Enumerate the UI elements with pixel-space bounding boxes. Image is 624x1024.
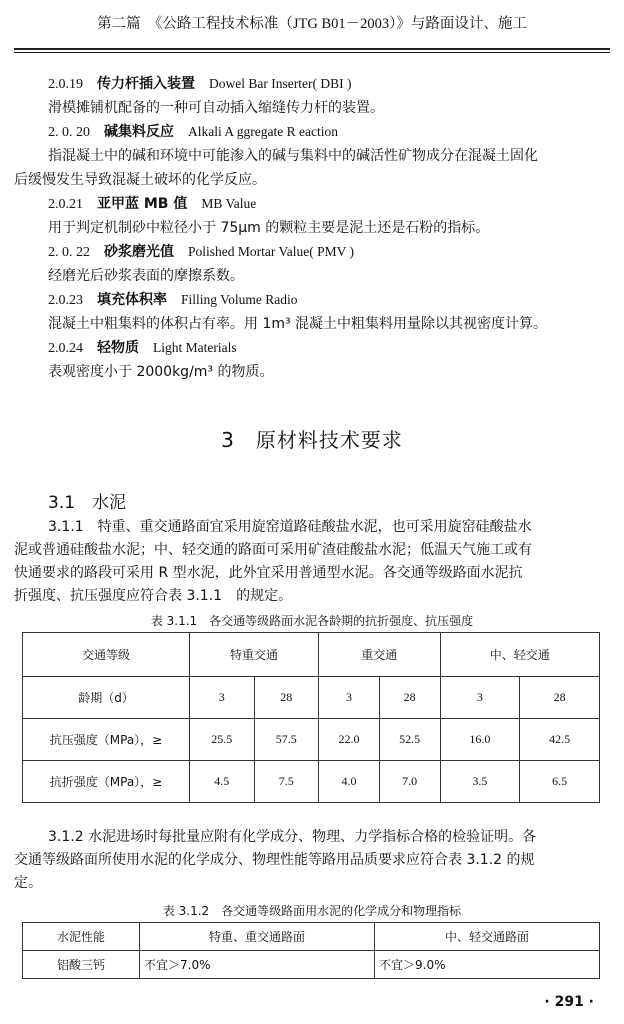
term-number: 2. 0. 20 (48, 125, 90, 140)
row-label: 铝酸三钙 (23, 951, 140, 979)
term-en: Polished Mortar Value( PMV ) (188, 244, 354, 259)
term-heading (48, 123, 338, 142)
term-en: MB Value (201, 196, 257, 211)
table-cell: 42.5 (520, 719, 600, 761)
table-row (23, 719, 600, 761)
term-definition: 用于判定机制砂中粒径小于 75μm 的颗粒主要是泥土还是石粉的指标。 (48, 220, 490, 236)
table-header-cell: 特重交通 (190, 633, 319, 677)
term-en: Dowel Bar Inserter( DBI ) (209, 76, 352, 91)
table-cell: 22.0 (319, 719, 380, 761)
paragraph-line: 快通要求的路段可采用 R 型水泥，此外宜采用普通型水泥。各交通等级路面水泥抗 (14, 565, 523, 581)
header-rule (14, 48, 610, 50)
table-cell: 25.5 (190, 719, 255, 761)
term-definition: 指混凝土中的碱和环境中可能渗入的碱与集料中的碱活性矿物成分在混凝土固化 (48, 148, 538, 164)
term-en: Light Materials (153, 340, 237, 355)
term-heading (48, 243, 354, 262)
cement-strength-table (22, 632, 600, 803)
paragraph-line: 定。 (14, 875, 42, 891)
table-header-cell: 中、轻交通 (440, 633, 599, 677)
table-cell: 28 (254, 677, 319, 719)
table-cell: 57.5 (254, 719, 319, 761)
table-cell: 3 (319, 677, 380, 719)
paragraph-line: 3.1.1 特重、重交通路面宜采用旋窑道路硅酸盐水泥，也可采用旋窑硅酸盐水 (48, 519, 532, 535)
table-caption: 表 3.1.2 各交通等级路面用水泥的化学成分和物理指标 (162, 904, 462, 918)
term-heading (48, 291, 298, 310)
term-zh: 轻物质 (97, 340, 139, 356)
chapter-title: 3 原材料技术要求 (221, 428, 403, 452)
paragraph-line: 泥或普通硅酸盐水泥；中、轻交通的路面可采用矿渣硅酸盐水泥；低温天气施工或有 (14, 542, 532, 558)
term-number: 2. 0. 22 (48, 245, 90, 260)
term-number: 2.0.24 (48, 341, 83, 356)
page-header (0, 0, 624, 44)
table-cell: 6.5 (520, 761, 600, 803)
cement-chemistry-table (22, 922, 600, 979)
section-title: 3.1 水泥 (48, 493, 127, 513)
table-header-row (23, 633, 600, 677)
term-number: 2.0.23 (48, 293, 83, 308)
row-label: 抗压强度（MPa），≥ (23, 719, 190, 761)
term-heading (48, 339, 237, 358)
row-label: 抗折强度（MPa），≥ (23, 761, 190, 803)
term-en: Filling Volume Radio (181, 292, 298, 307)
term-zh: 亚甲蓝 MB 值 (97, 196, 188, 212)
table-cell: 3 (190, 677, 255, 719)
table-cell: 4.0 (319, 761, 380, 803)
term-definition: 经磨光后砂浆表面的摩擦系数。 (48, 268, 244, 284)
table-header-cell: 中、轻交通路面 (375, 923, 600, 951)
table-cell: 不宜＞9.0% (375, 951, 600, 979)
table-row (23, 951, 600, 979)
term-definition: 混凝土中粗集料的体积占有率。用 1m³ 混凝土中粗集料用量除以其视密度计算。 (48, 316, 548, 332)
term-en: Alkali A ggregate R eaction (188, 124, 338, 139)
table-cell: 16.0 (440, 719, 520, 761)
table-row (23, 761, 600, 803)
table-cell: 28 (520, 677, 600, 719)
term-heading (48, 195, 256, 214)
table-header-cell: 特重、重交通路面 (140, 923, 375, 951)
table-header-cell: 重交通 (319, 633, 440, 677)
term-zh: 填充体积率 (97, 292, 167, 308)
table-cell: 52.5 (379, 719, 440, 761)
term-definition-cont: 后缓慢发生导致混凝土破坏的化学反应。 (14, 172, 266, 188)
table-header-cell: 水泥性能 (23, 923, 140, 951)
table-header-row (23, 923, 600, 951)
table-cell: 不宜＞7.0% (140, 951, 375, 979)
table-header-cell: 交通等级 (23, 633, 190, 677)
paragraph-line: 交通等级路面所使用水泥的化学成分、物理性能等路用品质要求应符合表 3.1.2 的规 (14, 852, 535, 868)
row-label: 龄期（d） (23, 677, 190, 719)
paragraph-line: 折强度、抗压强度应符合表 3.1.1 的规定。 (14, 588, 293, 604)
table-cell: 7.5 (254, 761, 319, 803)
table-caption: 表 3.1.1 各交通等级路面水泥各龄期的抗折强度、抗压强度 (150, 614, 474, 628)
term-zh: 传力杆插入装置 (97, 76, 195, 92)
paragraph-line: 3.1.2 水泥进场时每批量应附有化学成分、物理、力学指标合格的检验证明。各 (48, 829, 537, 845)
table-cell: 28 (379, 677, 440, 719)
term-definition: 滑模摊铺机配备的一种可自动插入缩缝传力杆的装置。 (48, 100, 384, 116)
term-number: 2.0.19 (48, 77, 83, 92)
table-row (23, 677, 600, 719)
term-definition: 表观密度小于 2000kg/m³ 的物质。 (48, 364, 274, 380)
table-cell: 3.5 (440, 761, 520, 803)
page-number: · 291 · (544, 994, 594, 1010)
header-title: 第二篇 《公路工程技术标准（JTG B01－2003）》与路面设计、施工 (97, 16, 527, 32)
table-cell: 4.5 (190, 761, 255, 803)
term-heading (48, 75, 351, 94)
term-number: 2.0.21 (48, 197, 83, 212)
header-rule-thin (14, 52, 610, 53)
term-zh: 碱集料反应 (104, 124, 174, 140)
term-zh: 砂浆磨光值 (104, 244, 174, 260)
table-cell: 7.0 (379, 761, 440, 803)
table-cell: 3 (440, 677, 520, 719)
